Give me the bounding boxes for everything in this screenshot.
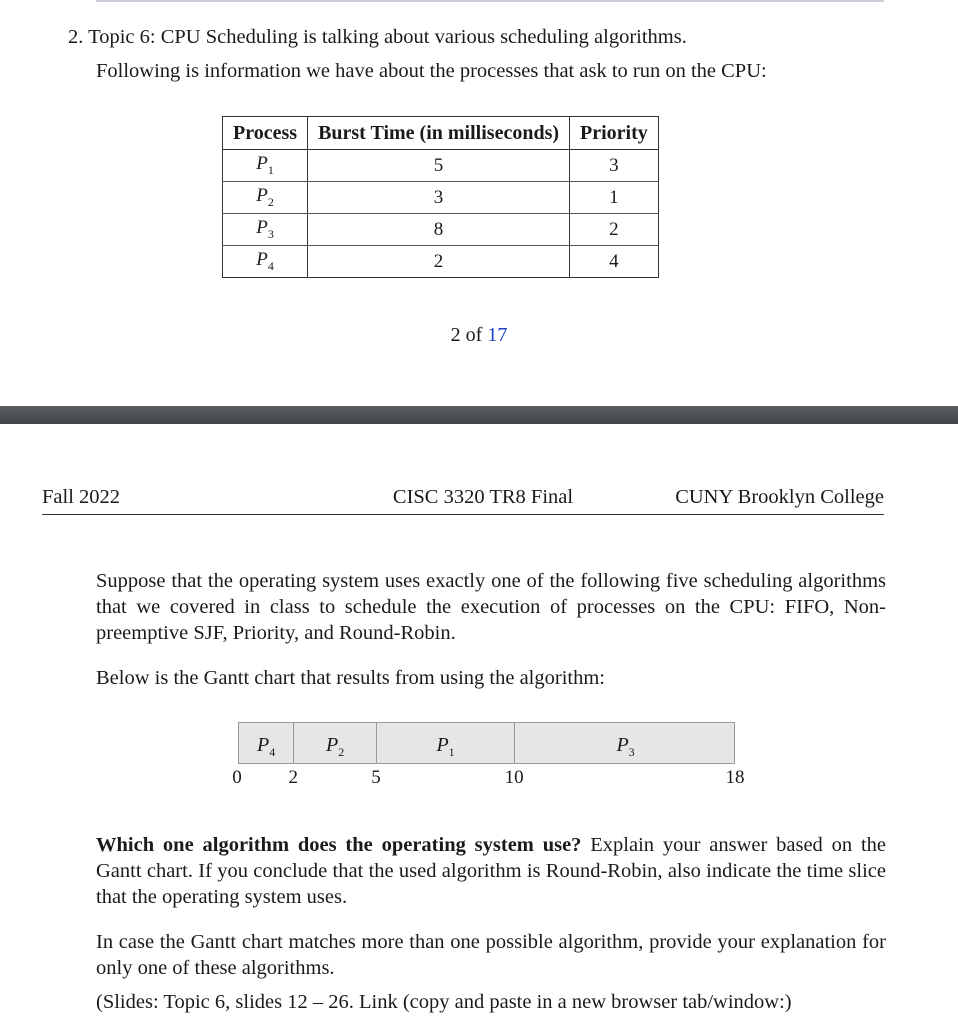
page-of: of <box>465 324 483 346</box>
table-header-row <box>223 117 659 150</box>
paragraph-slides: (Slides: Topic 6, slides 12 – 26. Link (copy and paste in a new browser tab/window:) <box>96 991 792 1013</box>
burst-time-cell: 2 <box>308 246 570 278</box>
process-name: $P_4$ <box>223 246 308 278</box>
gantt-tick-label: 10 <box>504 767 524 788</box>
table-row <box>223 214 659 246</box>
gantt-segment-subscript: 4 <box>269 745 276 759</box>
header-course: CISC 3320 TR8 Final <box>392 486 574 508</box>
gantt-segment-label: $P_1$ <box>436 734 455 759</box>
header-rule <box>42 514 884 515</box>
process-name: $P_3$ <box>223 214 308 246</box>
gantt-segment <box>515 723 736 763</box>
burst-time-cell: 8 <box>308 214 570 246</box>
burst-time-cell: 5 <box>308 150 570 182</box>
gantt-segment-label: $P_2$ <box>326 734 345 759</box>
page-separator <box>0 406 958 424</box>
column-header-priority: Priority <box>570 117 659 150</box>
question-bold: Which one algorithm does the operating system use? <box>96 834 582 856</box>
gantt-tick-label: 2 <box>288 767 298 788</box>
gantt-tick-label: 5 <box>371 767 381 788</box>
gantt-segment-subscript: 2 <box>338 745 345 759</box>
gantt-tick-label: 18 <box>725 767 745 788</box>
gantt-segment-label: $P_3$ <box>616 734 635 759</box>
page-number <box>0 324 958 347</box>
question-rest: Explain your answer based on the Gantt chart. If you conclude that the used algorithm is Round-Robin, also indicate the time slice that the operating system uses. <box>96 834 887 908</box>
page-current: 2 <box>450 324 461 346</box>
column-header-burst-time: Burst Time (in milliseconds) <box>308 117 570 150</box>
column-header-process: Process <box>223 117 308 150</box>
gantt-segment-subscript: 3 <box>628 745 635 759</box>
gantt-tick-label: 0 <box>232 767 242 788</box>
paragraph-question <box>96 832 886 910</box>
process-name: $P_2$ <box>223 182 308 214</box>
header-term: Fall 2022 <box>42 486 121 508</box>
page-top-rule <box>96 0 884 2</box>
header-institution: CUNY Brooklyn College <box>675 486 884 508</box>
gantt-segment <box>377 723 515 763</box>
paragraph-gantt-intro: Below is the Gantt chart that results from using the algorithm: <box>96 667 605 689</box>
priority-cell: 3 <box>570 150 659 182</box>
question-line-1: 2. Topic 6: CPU Scheduling is talking about various scheduling algorithms. <box>68 26 687 48</box>
page-total-link[interactable]: 17 <box>487 324 508 346</box>
priority-cell: 4 <box>570 246 659 278</box>
paragraph-multiple-match: In case the Gantt chart matches more than one possible algorithm, provide your explanation for only one of these algorithms. <box>96 931 886 979</box>
process-name: $P_1$ <box>223 150 308 182</box>
gantt-segment-subscript: 1 <box>448 745 455 759</box>
paragraph-algorithms: Suppose that the operating system uses exactly one of the following five scheduling algorithms that we covered in class to schedule the execution of processes on the CPU: FIFO, Non-preemptive SJF, Priority, and Round-Robin. <box>96 570 886 644</box>
table-row <box>223 182 659 214</box>
gantt-segment-label: $P_4$ <box>257 734 276 759</box>
process-table <box>222 116 659 278</box>
burst-time-cell: 3 <box>308 182 570 214</box>
priority-cell: 2 <box>570 214 659 246</box>
gantt-chart <box>238 722 735 764</box>
table-row <box>223 150 659 182</box>
gantt-segment <box>294 723 377 763</box>
priority-cell: 1 <box>570 182 659 214</box>
question-line-2: Following is information we have about the processes that ask to run on the CPU: <box>96 60 767 82</box>
table-row <box>223 246 659 278</box>
gantt-segment <box>239 723 294 763</box>
